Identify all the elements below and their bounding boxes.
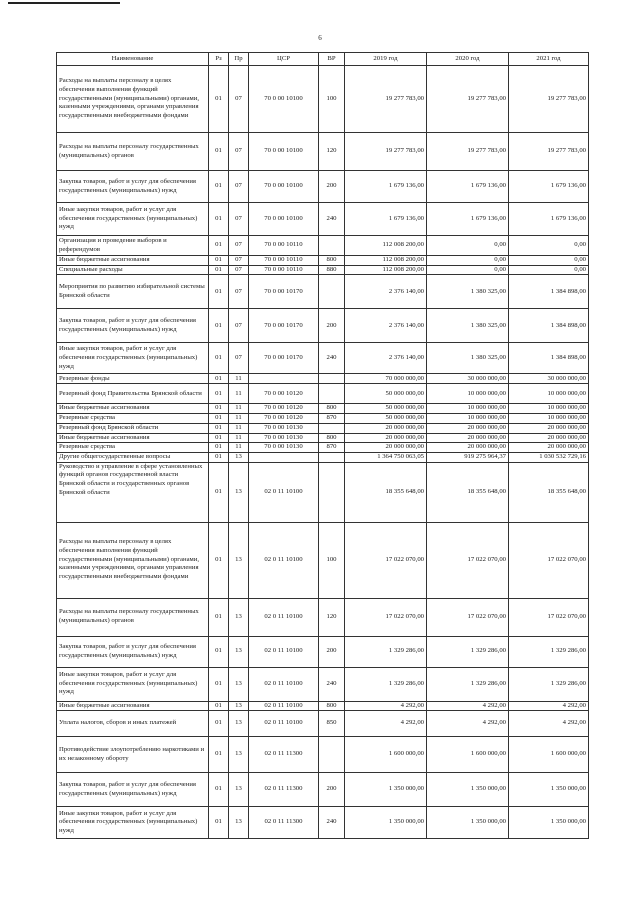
cell-2021: 1 679 136,00	[509, 203, 589, 236]
table-row	[57, 236, 589, 256]
table-row	[57, 309, 589, 343]
cell-rz: 01	[209, 374, 229, 384]
cell-name: Резервные средства	[57, 414, 209, 424]
table-row	[57, 275, 589, 309]
cell-name: Закупка товаров, работ и услуг для обеспечения государственных (муниципальных) нужд	[57, 773, 209, 807]
cell-2020: 20 000 000,00	[427, 423, 509, 433]
table-row	[57, 414, 589, 424]
top-rule-line	[8, 2, 120, 4]
cell-2019: 1 679 136,00	[345, 171, 427, 203]
cell-pr: 11	[229, 433, 249, 443]
cell-vr	[319, 452, 345, 462]
cell-name: Иные закупки товаров, работ и услуг для обеспечения государственных (муниципальных) нужд	[57, 667, 209, 701]
cell-vr: 100	[319, 522, 345, 598]
cell-rz: 01	[209, 256, 229, 266]
cell-rz: 01	[209, 343, 229, 374]
cell-pr: 11	[229, 414, 249, 424]
cell-pr: 07	[229, 256, 249, 266]
cell-2021: 1 030 532 729,16	[509, 452, 589, 462]
cell-2019: 112 008 200,00	[345, 256, 427, 266]
cell-csr: 70 0 00 10100	[249, 203, 319, 236]
cell-pr: 13	[229, 462, 249, 522]
col-header-2020: 2020 год	[427, 53, 509, 66]
cell-2021: 17 022 070,00	[509, 522, 589, 598]
cell-2020: 919 275 964,37	[427, 452, 509, 462]
table-row	[57, 171, 589, 203]
cell-vr: 800	[319, 433, 345, 443]
cell-rz: 01	[209, 737, 229, 773]
cell-2020: 17 022 070,00	[427, 598, 509, 636]
cell-vr: 100	[319, 66, 345, 133]
cell-2021: 19 277 783,00	[509, 66, 589, 133]
cell-rz: 01	[209, 404, 229, 414]
cell-pr: 11	[229, 443, 249, 453]
cell-rz: 01	[209, 203, 229, 236]
cell-2019: 1 329 286,00	[345, 636, 427, 667]
cell-name: Расходы на выплаты персоналу государственных (муниципальных) органов	[57, 133, 209, 171]
table-row	[57, 433, 589, 443]
col-header-name: Наименование	[57, 53, 209, 66]
cell-pr: 13	[229, 452, 249, 462]
cell-pr: 13	[229, 711, 249, 737]
cell-rz: 01	[209, 133, 229, 171]
cell-2020: 1 380 325,00	[427, 343, 509, 374]
cell-rz: 01	[209, 66, 229, 133]
cell-csr	[249, 452, 319, 462]
cell-vr: 200	[319, 636, 345, 667]
cell-rz: 01	[209, 236, 229, 256]
cell-csr: 02 0 11 10100	[249, 598, 319, 636]
cell-csr: 70 0 00 10130	[249, 443, 319, 453]
cell-vr: 800	[319, 256, 345, 266]
cell-rz: 01	[209, 636, 229, 667]
table-row	[57, 404, 589, 414]
cell-name: Мероприятия по развитию избирательной системы Брянской области	[57, 275, 209, 309]
cell-csr: 70 0 00 10100	[249, 66, 319, 133]
cell-csr: 02 0 11 10100	[249, 522, 319, 598]
cell-2021: 1 350 000,00	[509, 773, 589, 807]
cell-name: Иные закупки товаров, работ и услуг для обеспечения государственных (муниципальных) нужд	[57, 203, 209, 236]
cell-csr: 70 0 00 10170	[249, 343, 319, 374]
table-row	[57, 66, 589, 133]
cell-pr: 13	[229, 598, 249, 636]
cell-2021: 4 292,00	[509, 711, 589, 737]
cell-2019: 2 376 140,00	[345, 343, 427, 374]
cell-2021: 10 000 000,00	[509, 384, 589, 404]
cell-2019: 4 292,00	[345, 701, 427, 711]
cell-2021: 10 000 000,00	[509, 414, 589, 424]
cell-csr: 02 0 11 11300	[249, 773, 319, 807]
cell-2020: 19 277 783,00	[427, 133, 509, 171]
cell-2019: 1 329 286,00	[345, 667, 427, 701]
cell-pr: 11	[229, 404, 249, 414]
cell-vr: 240	[319, 343, 345, 374]
cell-2019: 2 376 140,00	[345, 275, 427, 309]
cell-2019: 17 022 070,00	[345, 598, 427, 636]
cell-2020: 1 380 325,00	[427, 275, 509, 309]
cell-vr	[319, 374, 345, 384]
cell-rz: 01	[209, 443, 229, 453]
cell-2019: 19 277 783,00	[345, 66, 427, 133]
cell-name: Иные закупки товаров, работ и услуг для обеспечения государственных (муниципальных) нужд	[57, 807, 209, 839]
table-row	[57, 203, 589, 236]
table-row	[57, 256, 589, 266]
table-row	[57, 343, 589, 374]
cell-2021: 20 000 000,00	[509, 433, 589, 443]
cell-name: Иные бюджетные ассигнования	[57, 701, 209, 711]
cell-2021: 30 000 000,00	[509, 374, 589, 384]
cell-rz: 01	[209, 773, 229, 807]
cell-name: Иные бюджетные ассигнования	[57, 404, 209, 414]
cell-2021: 19 277 783,00	[509, 133, 589, 171]
cell-2019: 1 600 000,00	[345, 737, 427, 773]
cell-name: Противодействие злоупотреблению наркотиками и их незаконному обороту	[57, 737, 209, 773]
cell-name: Организация и проведение выборов и референдумов	[57, 236, 209, 256]
cell-csr: 02 0 11 10100	[249, 667, 319, 701]
col-header-csr: ЦСР	[249, 53, 319, 66]
table-row	[57, 807, 589, 839]
cell-vr: 120	[319, 133, 345, 171]
cell-2019: 20 000 000,00	[345, 433, 427, 443]
cell-csr: 70 0 00 10120	[249, 414, 319, 424]
cell-name: Закупка товаров, работ и услуг для обеспечения государственных (муниципальных) нужд	[57, 171, 209, 203]
cell-csr: 70 0 00 10170	[249, 309, 319, 343]
cell-2021: 4 292,00	[509, 701, 589, 711]
table-row	[57, 133, 589, 171]
cell-rz: 01	[209, 309, 229, 343]
cell-vr: 800	[319, 701, 345, 711]
cell-name: Расходы на выплаты персоналу государственных (муниципальных) органов	[57, 598, 209, 636]
cell-vr: 850	[319, 711, 345, 737]
cell-2020: 1 350 000,00	[427, 807, 509, 839]
cell-2019: 1 350 000,00	[345, 773, 427, 807]
cell-vr	[319, 462, 345, 522]
cell-rz: 01	[209, 452, 229, 462]
table-row	[57, 462, 589, 522]
cell-2020: 4 292,00	[427, 711, 509, 737]
cell-pr: 13	[229, 773, 249, 807]
cell-pr: 11	[229, 423, 249, 433]
page-number: 6	[318, 34, 322, 42]
cell-2021: 20 000 000,00	[509, 423, 589, 433]
cell-pr: 07	[229, 236, 249, 256]
table-row	[57, 374, 589, 384]
cell-2019: 17 022 070,00	[345, 522, 427, 598]
table-row	[57, 598, 589, 636]
cell-vr	[319, 384, 345, 404]
cell-2021: 1 384 898,00	[509, 309, 589, 343]
cell-2020: 0,00	[427, 256, 509, 266]
cell-2019: 70 000 000,00	[345, 374, 427, 384]
cell-vr: 880	[319, 265, 345, 275]
cell-2019: 50 000 000,00	[345, 404, 427, 414]
cell-2019: 50 000 000,00	[345, 414, 427, 424]
table-row	[57, 522, 589, 598]
cell-pr: 13	[229, 636, 249, 667]
cell-rz: 01	[209, 522, 229, 598]
cell-pr: 07	[229, 171, 249, 203]
cell-rz: 01	[209, 598, 229, 636]
cell-vr: 870	[319, 443, 345, 453]
cell-vr	[319, 737, 345, 773]
table-row	[57, 423, 589, 433]
cell-vr: 200	[319, 773, 345, 807]
cell-2019: 1 679 136,00	[345, 203, 427, 236]
cell-pr: 13	[229, 667, 249, 701]
cell-2021: 1 384 898,00	[509, 343, 589, 374]
cell-rz: 01	[209, 462, 229, 522]
cell-name: Иные бюджетные ассигнования	[57, 256, 209, 266]
cell-pr: 13	[229, 807, 249, 839]
cell-name: Расходы на выплаты персоналу в целях обеспечения выполнения функций государственными (муниципальными) органами, казенными учреждениями, органами управления государственными внебюджетными фондами	[57, 522, 209, 598]
cell-2019: 19 277 783,00	[345, 133, 427, 171]
cell-2020: 30 000 000,00	[427, 374, 509, 384]
cell-pr: 07	[229, 66, 249, 133]
cell-rz: 01	[209, 667, 229, 701]
cell-name: Иные закупки товаров, работ и услуг для обеспечения государственных (муниципальных) нужд	[57, 343, 209, 374]
cell-2020: 17 022 070,00	[427, 522, 509, 598]
col-header-pr: Пр	[229, 53, 249, 66]
table-row	[57, 443, 589, 453]
cell-vr: 800	[319, 404, 345, 414]
cell-name: Иные бюджетные ассигнования	[57, 433, 209, 443]
cell-2020: 20 000 000,00	[427, 433, 509, 443]
table-header-row	[57, 53, 589, 66]
cell-2020: 0,00	[427, 236, 509, 256]
cell-csr: 02 0 11 11300	[249, 807, 319, 839]
col-header-2019: 2019 год	[345, 53, 427, 66]
cell-rz: 01	[209, 423, 229, 433]
cell-pr: 13	[229, 701, 249, 711]
cell-csr: 70 0 00 10110	[249, 256, 319, 266]
cell-vr: 120	[319, 598, 345, 636]
cell-csr: 02 0 11 11300	[249, 737, 319, 773]
cell-2021: 0,00	[509, 256, 589, 266]
cell-csr: 70 0 00 10170	[249, 275, 319, 309]
cell-rz: 01	[209, 171, 229, 203]
budget-table	[56, 52, 589, 839]
cell-pr: 07	[229, 309, 249, 343]
cell-2020: 1 329 286,00	[427, 636, 509, 667]
table-row	[57, 384, 589, 404]
cell-2021: 0,00	[509, 265, 589, 275]
cell-pr: 07	[229, 343, 249, 374]
cell-rz: 01	[209, 807, 229, 839]
cell-vr	[319, 275, 345, 309]
cell-pr: 07	[229, 275, 249, 309]
table-row	[57, 636, 589, 667]
table-row	[57, 667, 589, 701]
cell-pr: 13	[229, 522, 249, 598]
col-header-2021: 2021 год	[509, 53, 589, 66]
cell-rz: 01	[209, 384, 229, 404]
cell-2021: 1 679 136,00	[509, 171, 589, 203]
cell-csr: 02 0 11 10100	[249, 701, 319, 711]
cell-2020: 18 355 648,00	[427, 462, 509, 522]
cell-2020: 1 679 136,00	[427, 171, 509, 203]
cell-csr: 70 0 00 10130	[249, 423, 319, 433]
cell-2021: 1 384 898,00	[509, 275, 589, 309]
cell-2021: 0,00	[509, 236, 589, 256]
table-body	[57, 66, 589, 839]
cell-pr: 07	[229, 133, 249, 171]
cell-vr: 240	[319, 203, 345, 236]
table-row	[57, 701, 589, 711]
cell-2020: 10 000 000,00	[427, 384, 509, 404]
cell-2019: 20 000 000,00	[345, 423, 427, 433]
cell-2020: 0,00	[427, 265, 509, 275]
table-row	[57, 737, 589, 773]
table-row	[57, 711, 589, 737]
cell-2020: 10 000 000,00	[427, 414, 509, 424]
cell-rz: 01	[209, 433, 229, 443]
cell-2021: 20 000 000,00	[509, 443, 589, 453]
cell-vr: 200	[319, 309, 345, 343]
cell-2021: 17 022 070,00	[509, 598, 589, 636]
cell-csr: 02 0 11 10100	[249, 462, 319, 522]
cell-csr	[249, 374, 319, 384]
cell-pr: 07	[229, 265, 249, 275]
cell-vr: 870	[319, 414, 345, 424]
cell-name: Уплата налогов, сборов и иных платежей	[57, 711, 209, 737]
cell-csr: 02 0 11 10100	[249, 636, 319, 667]
cell-csr: 70 0 00 10100	[249, 133, 319, 171]
cell-2020: 10 000 000,00	[427, 404, 509, 414]
cell-csr: 70 0 00 10110	[249, 236, 319, 256]
cell-name: Резервный фонд Брянской области	[57, 423, 209, 433]
cell-pr: 11	[229, 384, 249, 404]
table-row	[57, 773, 589, 807]
cell-csr: 02 0 11 10100	[249, 711, 319, 737]
cell-2020: 1 380 325,00	[427, 309, 509, 343]
cell-2019: 18 355 648,00	[345, 462, 427, 522]
cell-2021: 1 329 286,00	[509, 636, 589, 667]
cell-name: Резервный фонд Правительства Брянской области	[57, 384, 209, 404]
cell-csr: 70 0 00 10120	[249, 384, 319, 404]
cell-2020: 1 350 000,00	[427, 773, 509, 807]
cell-name: Другие общегосударственные вопросы	[57, 452, 209, 462]
cell-csr: 70 0 00 10130	[249, 433, 319, 443]
cell-name: Резервные фонды	[57, 374, 209, 384]
col-header-rz: Рз	[209, 53, 229, 66]
cell-name: Закупка товаров, работ и услуг для обеспечения государственных (муниципальных) нужд	[57, 309, 209, 343]
cell-2021: 10 000 000,00	[509, 404, 589, 414]
cell-2020: 1 600 000,00	[427, 737, 509, 773]
cell-rz: 01	[209, 275, 229, 309]
cell-name: Расходы на выплаты персоналу в целях обеспечения выполнения функций государственными (муниципальными) органами, казенными учреждениями, органами управления государственными внебюджетными фондами	[57, 66, 209, 133]
cell-2021: 1 350 000,00	[509, 807, 589, 839]
cell-2019: 1 364 750 063,05	[345, 452, 427, 462]
cell-2019: 20 000 000,00	[345, 443, 427, 453]
cell-2021: 1 600 000,00	[509, 737, 589, 773]
cell-csr: 70 0 00 10120	[249, 404, 319, 414]
cell-vr	[319, 236, 345, 256]
cell-2019: 2 376 140,00	[345, 309, 427, 343]
cell-2020: 1 679 136,00	[427, 203, 509, 236]
cell-2020: 4 292,00	[427, 701, 509, 711]
cell-name: Специальные расходы	[57, 265, 209, 275]
cell-vr: 200	[319, 171, 345, 203]
cell-pr: 07	[229, 203, 249, 236]
cell-name: Резервные средства	[57, 443, 209, 453]
cell-rz: 01	[209, 701, 229, 711]
cell-rz: 01	[209, 265, 229, 275]
cell-pr: 11	[229, 374, 249, 384]
cell-2019: 4 292,00	[345, 711, 427, 737]
cell-csr: 70 0 00 10110	[249, 265, 319, 275]
cell-rz: 01	[209, 414, 229, 424]
cell-2021: 1 329 286,00	[509, 667, 589, 701]
cell-2019: 50 000 000,00	[345, 384, 427, 404]
cell-csr: 70 0 00 10100	[249, 171, 319, 203]
cell-vr: 240	[319, 667, 345, 701]
cell-rz: 01	[209, 711, 229, 737]
cell-2019: 1 350 000,00	[345, 807, 427, 839]
table-row	[57, 265, 589, 275]
cell-name: Руководство и управление в сфере установленных функций органов государственной власти Брянской области и государственных органов Брянской области	[57, 462, 209, 522]
cell-2020: 19 277 783,00	[427, 66, 509, 133]
cell-pr: 13	[229, 737, 249, 773]
cell-2019: 112 008 200,00	[345, 265, 427, 275]
table-row	[57, 452, 589, 462]
cell-2020: 1 329 286,00	[427, 667, 509, 701]
col-header-vr: ВР	[319, 53, 345, 66]
cell-vr: 240	[319, 807, 345, 839]
cell-2021: 18 355 648,00	[509, 462, 589, 522]
cell-2019: 112 008 200,00	[345, 236, 427, 256]
cell-name: Закупка товаров, работ и услуг для обеспечения государственных (муниципальных) нужд	[57, 636, 209, 667]
cell-vr	[319, 423, 345, 433]
cell-2020: 20 000 000,00	[427, 443, 509, 453]
